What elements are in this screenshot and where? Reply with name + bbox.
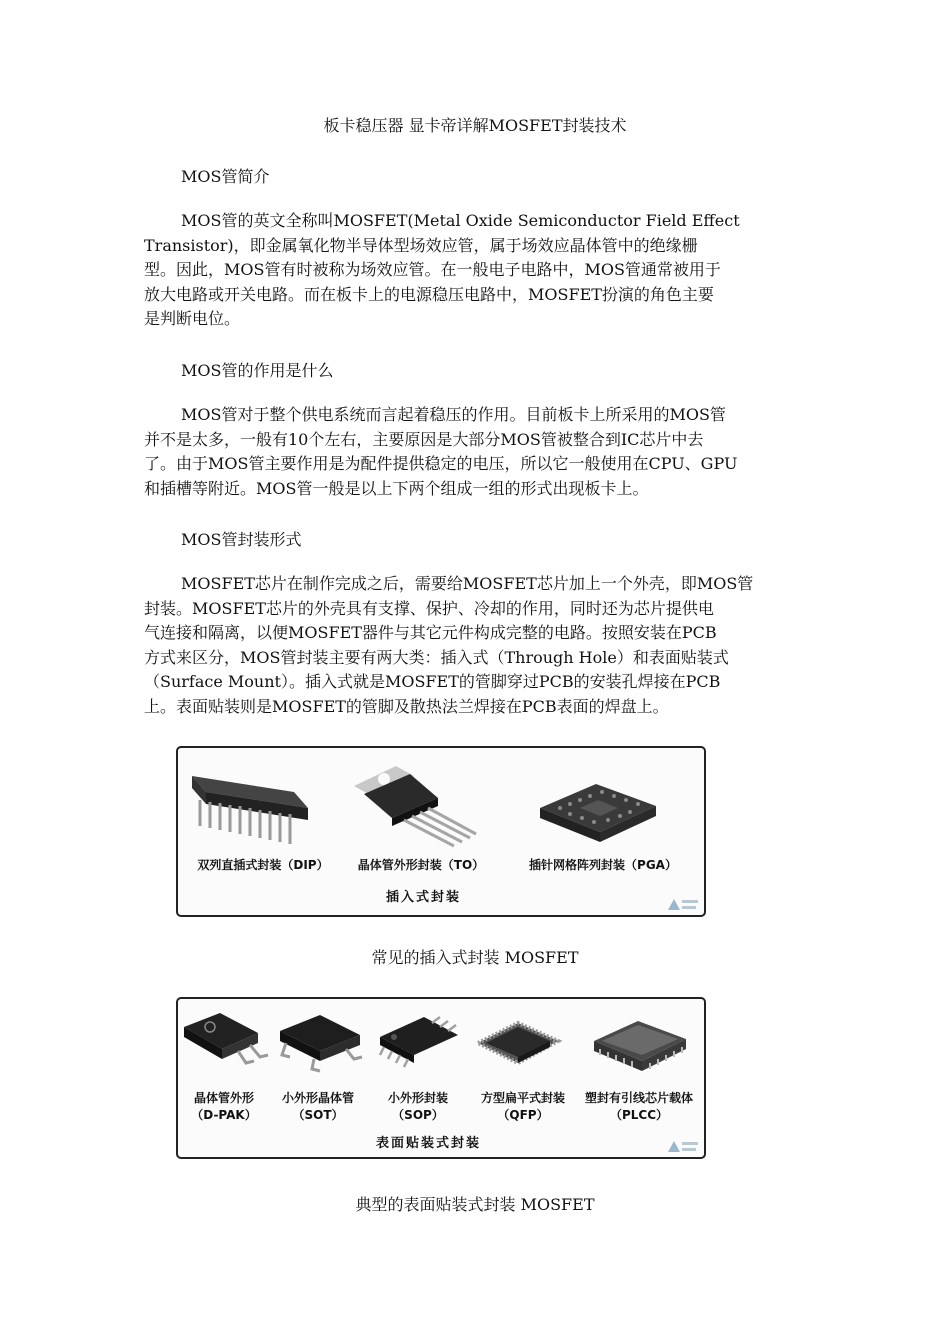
label-sot-name: 小外形晶体管 xyxy=(281,1091,354,1105)
label-dpak-name: 晶体管外形 xyxy=(193,1091,254,1105)
label-sot-code: （SOT） xyxy=(292,1108,344,1122)
figure2-caption: 典型的表面贴装式封装 MOSFET xyxy=(355,1195,595,1214)
plcc-image xyxy=(586,1005,696,1079)
text-line: MOSFET芯片在制作完成之后，需要给MOSFET芯片加上一个外壳，即MOS管 xyxy=(181,574,754,593)
text-line: 了。由于MOS管主要作用是为配件提供稳定的电压，所以它一般使用在CPU、GPU xyxy=(144,454,738,474)
figure1-caption: 常见的插入式封装 MOSFET xyxy=(371,948,579,967)
sot-image xyxy=(274,1005,370,1079)
section-heading-intro: MOS管简介 xyxy=(181,167,270,186)
label-sop xyxy=(370,1089,466,1123)
label-plcc xyxy=(576,1089,702,1123)
pga-package-image xyxy=(530,756,670,856)
label-dpak xyxy=(178,1089,270,1123)
label-qfp-name: 方型扁平式封装 xyxy=(480,1091,565,1105)
to-package-image xyxy=(338,754,478,854)
text-line: MOS管的英文全称叫MOSFET(Metal Oxide Semiconductor Field Effect xyxy=(181,211,740,230)
group-title-through-hole: 插入式封装 xyxy=(386,890,462,905)
text-line: 放大电路或开关电路。而在板卡上的电源稳压电路中，MOSFET扮演的角色主要 xyxy=(144,284,714,304)
text-line: 封装。MOSFET芯片的外壳具有支撑、保护、冷却的作用，同时还为芯片提供电 xyxy=(144,598,714,618)
dip-chip-image xyxy=(186,756,326,856)
text-line: Transistor)，即金属氧化物半导体型场效应管，属于场效应晶体管中的绝缘栅 xyxy=(144,235,698,255)
label-dpak-code: （D-PAK） xyxy=(191,1108,257,1122)
label-pga: 插针网格阵列封装（PGA） xyxy=(529,858,677,872)
text-line: 方式来区分，MOS管封装主要有两大类：插入式（Through Hole）和表面贴装式 xyxy=(144,647,729,667)
section-heading-function: MOS管的作用是什么 xyxy=(181,361,334,380)
text-line: 上。表面贴装则是MOSFET的管脚及散热法兰焊接在PCB表面的焊盘上。 xyxy=(144,696,669,716)
label-qfp-code: （QFP） xyxy=(497,1108,549,1122)
text-line: 气连接和隔离，以便MOSFET器件与其它元件构成完整的电路。按照安装在PCB xyxy=(144,623,717,643)
sop-image xyxy=(372,1005,468,1079)
label-sop-code: （SOP） xyxy=(392,1108,444,1122)
qfp-image xyxy=(468,1005,568,1079)
page-title: 板卡稳压器 显卡帝详解MOSFET封装技术 xyxy=(323,116,627,135)
dpak-image xyxy=(180,1005,276,1079)
text-line: 和插槽等附近。MOS管一般是以上下两个组成一组的形式出现板卡上。 xyxy=(144,478,649,498)
label-sop-name: 小外形封装 xyxy=(387,1091,448,1105)
text-line: （Surface Mount）。插入式就是MOSFET的管脚穿过PCB的安装孔焊接在PCB xyxy=(144,672,721,692)
group-title-surface-mount: 表面贴装式封装 xyxy=(376,1136,482,1151)
text-line: MOS管对于整个供电系统而言起着稳压的作用。目前板卡上所采用的MOS管 xyxy=(181,405,726,424)
paragraph-packages xyxy=(144,572,809,720)
paragraph-function xyxy=(144,403,809,501)
label-plcc-code: （PLCC） xyxy=(609,1108,669,1122)
section-heading-packages: MOS管封装形式 xyxy=(181,530,302,549)
label-qfp xyxy=(468,1089,578,1123)
label-to: 晶体管外形封装（TO） xyxy=(357,858,485,872)
label-dip: 双列直插式封装（DIP） xyxy=(197,858,329,872)
text-line: 是判断电位。 xyxy=(144,309,241,329)
figure-through-hole-packages xyxy=(176,746,706,917)
label-sot xyxy=(268,1089,368,1123)
label-plcc-name: 塑封有引线芯片载体 xyxy=(584,1091,693,1105)
text-line: 型。因此，MOS管有时被称为场效应管。在一般电子电路中，MOS管通常被用于 xyxy=(144,260,721,280)
text-line: 并不是太多，一般有10个左右，主要原因是大部分MOS管被整合到IC芯片中去 xyxy=(144,429,704,449)
watermark-logo-icon xyxy=(666,1138,700,1154)
watermark-logo-icon xyxy=(666,896,700,912)
paragraph-intro xyxy=(144,209,809,332)
figure-surface-mount-packages xyxy=(176,997,706,1159)
